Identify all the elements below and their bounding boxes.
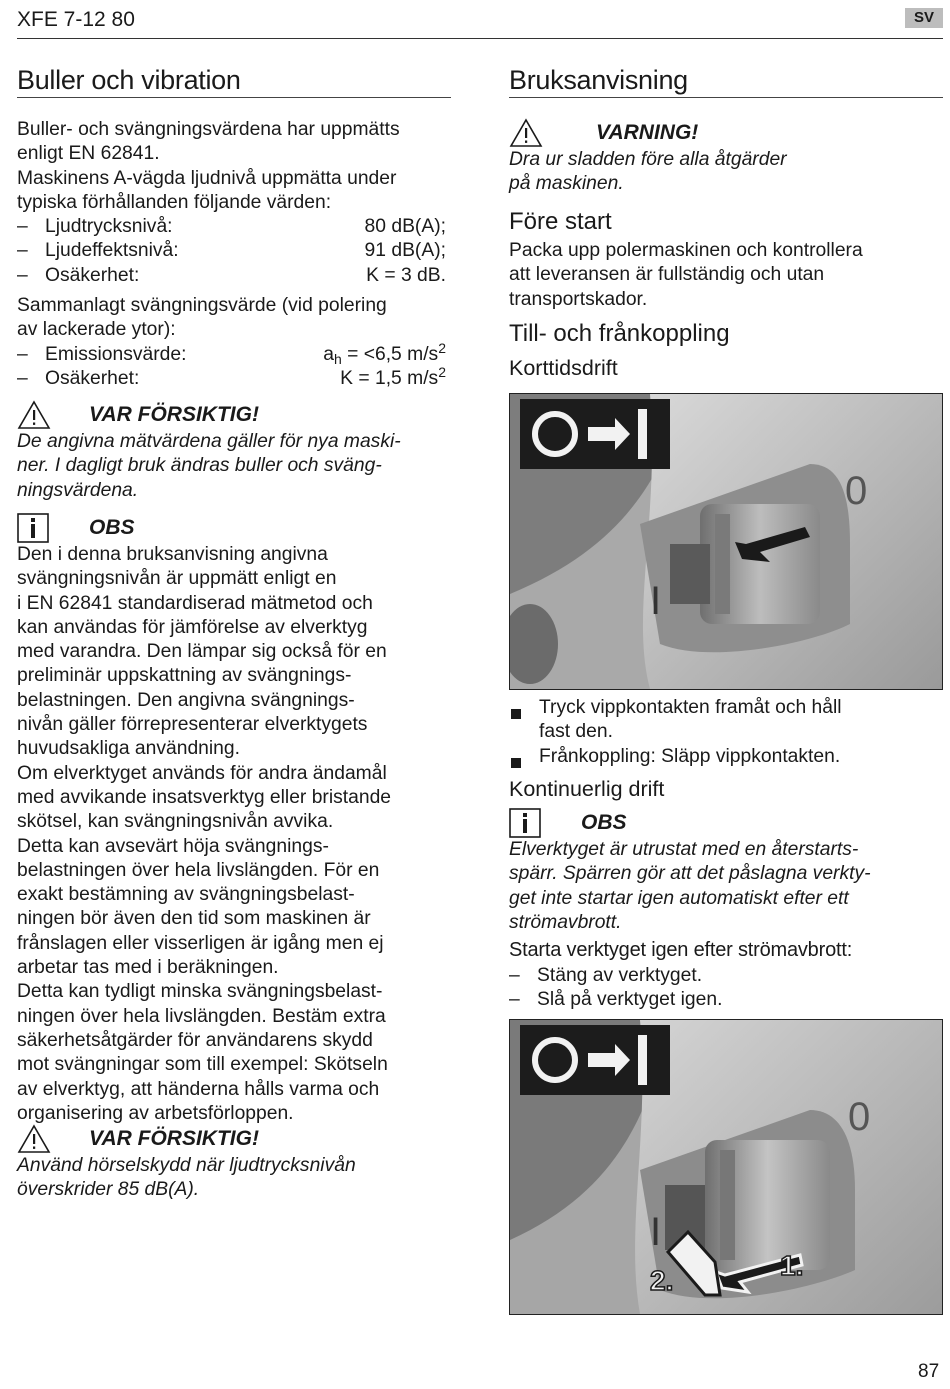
note-block: OBS Elverktyget är utrustat med en återstarts- spärr. Spärren gör att det påslagna verkty- get inte startar igen automatiskt efter ett strömavbrott. (509, 808, 943, 935)
warning-heading: VARNING! (596, 121, 699, 144)
restart-heading: Starta verktyget igen efter strömavbrott: (509, 939, 853, 961)
vibration-values (17, 340, 446, 392)
noise-intro: Buller- och svängningsvärdena har uppmätts enligt EN 62841. Maskinens A-vägda ljudnivå uppmätta under typiska förhållanden följande värden: (17, 119, 400, 213)
heading-short-term: Korttidsdrift (509, 356, 618, 380)
language-badge: SV (905, 8, 943, 28)
short-term-steps (509, 696, 943, 776)
list-item: – Stäng av verktyget. (509, 965, 703, 986)
svg-text:I: I (650, 1210, 662, 1254)
warning-triangle-icon (17, 1124, 51, 1154)
noise-values (17, 215, 446, 288)
info-icon (509, 808, 541, 838)
svg-text:0: 0 (848, 1095, 871, 1139)
switch-illustration (510, 394, 942, 689)
section-title-instructions: Bruksanvisning (509, 65, 688, 95)
caution-block: VAR FÖRSIKTIG! Använd hörselskydd när ljudtrycksnivån överskrider 85 dB(A). (17, 1124, 451, 1203)
switch-photo-momentary (509, 393, 943, 690)
before-start-text: Packa upp polermaskinen och kontrollera att leveransen är fullständig och utan transportskador. (509, 240, 863, 310)
list-item: Tryck vippkontakten framåt och håll fast den. (509, 696, 943, 745)
vibration-row: – Emissionsvärde: $a_h = <6,5$ $m/s^2$ (17, 340, 446, 367)
list-item: – Slå på verktyget igen. (509, 989, 723, 1011)
bullet-square-icon (511, 709, 521, 719)
step-1-label: 1. (780, 1250, 804, 1281)
warning-block: VARNING! Dra ur sladden före alla åtgärder på maskinen. (509, 118, 943, 197)
heading-switching: Till- och frånkoppling (509, 320, 730, 347)
note-heading: OBS (89, 516, 135, 539)
svg-text:I: I (650, 579, 662, 623)
title-rule (17, 97, 451, 98)
heading-continuous: Kontinuerlig drift (509, 777, 665, 801)
header-rule (17, 38, 943, 39)
page-number: 87 (918, 1361, 940, 1382)
vibration-row: – Osäkerhet: K = 1,5 $m/s^2$ (17, 364, 446, 390)
heading-before-start: Före start (509, 208, 612, 235)
header-model: XFE 7-12 80 (17, 8, 135, 31)
note-block: OBS Den i denna bruksanvisning angivna svängningsnivån är uppmätt enligt en i EN 62841 standardiserad mätmetod och kan användas för jämförelse av elverktyg med varandra. Den lämpar sig också för en preliminär uppskattning av svängnings- belastningen. Den angivna svängnings- nivån gäller förrepresenterar elverktygets huvudsakliga användning. Om elverktyget används för andra ändamål med avvikande insatsverktyg eller bristande skötsel, kan svängningsnivån avvika. Detta kan avsevärt höja svängnings- belastningen över hela livslängden. För en exakt bestämning av svängningsbelast- ningen bör även den tid som maskinen är frånslagen eller visserligen är igång men ej arbetar tas med i beräkningen. Detta kan tydligt minska svängningsbelast- ningen över hela livslängden. Bestäm extra säkerhetsåtgärder för användarens skydd mot svängningar som till exempel: Skötseln av elverktyg, att händerna hålls varma och organisering av arbetsförloppen. (17, 513, 451, 1126)
list-item: Frånkoppling: Släpp vippkontakten. (509, 745, 943, 776)
warning-triangle-icon (509, 118, 543, 148)
caution-heading: VAR FÖRSIKTIG! (89, 1127, 259, 1150)
noise-row: – Osäkerhet: K = 3 dB. (17, 264, 446, 286)
note-heading: OBS (581, 811, 627, 834)
noise-row: – Ljudeffektsnivå: 91 dB(A); (17, 240, 446, 262)
caution-block: VAR FÖRSIKTIG! De angivna mätvärdena gäller för nya maski- ner. I dagligt bruk ändras buller och sväng- ningsvärdena. (17, 400, 451, 503)
noise-row: – Ljudtrycksnivå: 80 dB(A); (17, 216, 446, 237)
title-rule (509, 97, 943, 98)
switch-photo-continuous (509, 1019, 943, 1315)
bullet-square-icon (511, 758, 521, 768)
info-icon (17, 513, 49, 543)
step-2-label: 2. (650, 1265, 674, 1296)
section-title-noise: Buller och vibration (17, 65, 241, 95)
switch-illustration (510, 1020, 942, 1314)
restart-steps (509, 964, 943, 1013)
svg-text:0: 0 (845, 469, 868, 513)
vibration-intro: Sammanlagt svängningsvärde (vid polering av lackerade ytor): (17, 295, 387, 341)
caution-heading: VAR FÖRSIKTIG! (89, 403, 259, 426)
warning-triangle-icon (17, 400, 51, 430)
